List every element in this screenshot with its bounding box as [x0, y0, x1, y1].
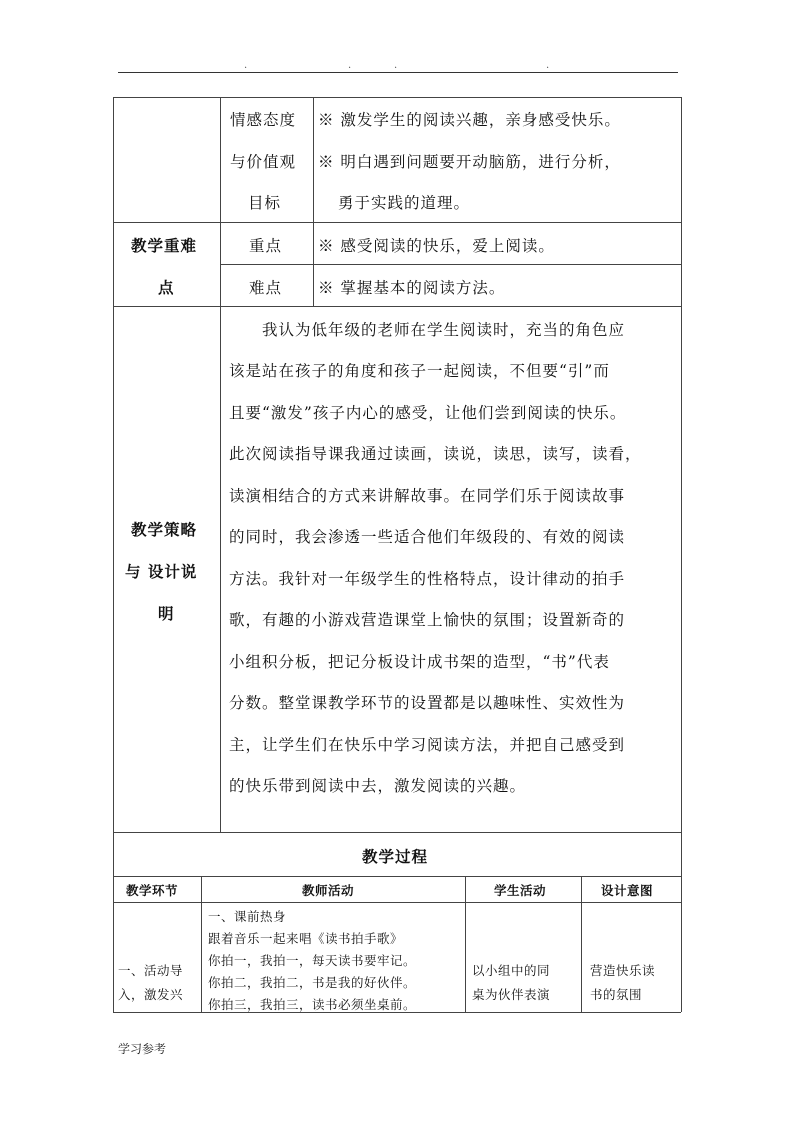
header-dot: . — [244, 60, 248, 71]
difficulty-label: 难点 — [249, 279, 283, 297]
column-divider — [313, 97, 314, 306]
strategy-paragraph-line: 且要“激发”孩子内心的感受，让他们尝到阅读的快乐。 — [229, 404, 627, 422]
student-activity: 以小组中的同 — [472, 963, 551, 978]
design-intent: 营造快乐读 — [590, 963, 656, 978]
strategy-paragraph-line: 歌，有趣的小游戏营造课堂上愉快的氛围；设置新奇的 — [229, 611, 626, 629]
objectives-label: 情感态度 — [230, 111, 297, 129]
process-header: 设计意图 — [601, 883, 654, 898]
process-header: 学生活动 — [494, 883, 547, 898]
table-border-top — [113, 97, 681, 98]
strategy-paragraph-line: 此次阅读指导课我通过读画，读说，读思，读写，读看， — [229, 445, 642, 463]
row-divider — [113, 832, 681, 833]
column-divider — [201, 876, 202, 1012]
teacher-activity: 你拍一，我拍一，每天读书要牢记。 — [208, 953, 417, 968]
process-title: 教学过程 — [362, 847, 429, 866]
strategy-paragraph-line: 的快乐带到阅读中去，激发阅读的兴趣。 — [229, 777, 527, 795]
process-stage: 入，激发兴 — [118, 987, 184, 1002]
focus-label: 重点 — [249, 237, 283, 255]
objectives-text: ※ 明白遇到问题要开动脑筋，进行分析， — [318, 153, 621, 171]
focus-text: ※ 感受阅读的快乐，爱上阅读。 — [318, 237, 555, 255]
table-border-left — [113, 97, 114, 1012]
teacher-activity: 你拍二，我拍二，书是我的好伙伴。 — [208, 975, 417, 990]
strategy-paragraph-line: 主，让学生们在快乐中学习阅读方法，并把自己感受到 — [229, 736, 626, 754]
key-points-label: 教学重难 — [131, 236, 198, 255]
row-divider — [113, 902, 681, 903]
strategy-paragraph-line: 方法。我针对一年级学生的性格特点，设计律动的拍手 — [229, 570, 626, 588]
process-stage: 一、活动导 — [118, 963, 184, 978]
header-dot: . — [394, 60, 398, 71]
row-divider — [113, 306, 681, 307]
column-divider — [581, 876, 582, 1012]
header-rule — [118, 72, 678, 73]
teacher-activity: 跟着音乐一起来唱《读书拍手歌》 — [208, 931, 404, 946]
student-activity: 桌为伙伴表演 — [472, 987, 551, 1002]
teacher-activity: 你拍三，我拍三，读书必须坐桌前。 — [208, 997, 417, 1012]
objectives-text: ※ 激发学生的阅读兴趣，亲身感受快乐。 — [318, 111, 621, 129]
strategy-paragraph-line: 的同时，我会渗透一些适合他们年级段的、有效的阅读 — [229, 528, 626, 546]
strategy-paragraph-line: 分数。整堂课教学环节的设置都是以趣味性、实效性为 — [229, 694, 626, 712]
page-footer: 学习参考 — [118, 1042, 167, 1056]
strategy-label: 明 — [158, 604, 175, 623]
row-divider — [113, 222, 681, 223]
row-divider — [113, 876, 681, 877]
column-divider — [220, 97, 221, 832]
design-intent: 书的氛围 — [590, 987, 643, 1002]
objectives-label: 目标 — [248, 194, 282, 212]
strategy-paragraph-line: 我认为低年级的老师在学生阅读时，充当的角色应 — [262, 321, 626, 339]
key-points-label: 点 — [158, 278, 175, 297]
header-dot: . — [348, 60, 352, 71]
strategy-paragraph-line: 读演相结合的方式来讲解故事。在同学们乐于阅读故事 — [229, 487, 626, 505]
objectives-text: 勇于实践的道理。 — [338, 194, 471, 212]
column-divider — [465, 876, 466, 1012]
header-dot: . — [546, 60, 550, 71]
process-header: 教学环节 — [126, 883, 179, 898]
strategy-paragraph-line: 小组积分板，把记分板设计成书架的造型，“书”代表 — [229, 653, 610, 671]
table-border-right — [681, 97, 682, 1012]
objectives-label: 与价值观 — [230, 153, 297, 171]
process-header: 教师活动 — [302, 883, 355, 898]
strategy-paragraph-line: 该是站在孩子的角度和孩子一起阅读，不但要“引”而 — [229, 362, 610, 380]
difficulty-text: ※ 掌握基本的阅读方法。 — [318, 279, 506, 297]
row-divider — [220, 264, 681, 265]
strategy-label: 教学策略 — [131, 520, 198, 539]
teacher-activity: 一、课前热身 — [208, 909, 287, 924]
strategy-label: 与 设计说 — [125, 562, 198, 581]
